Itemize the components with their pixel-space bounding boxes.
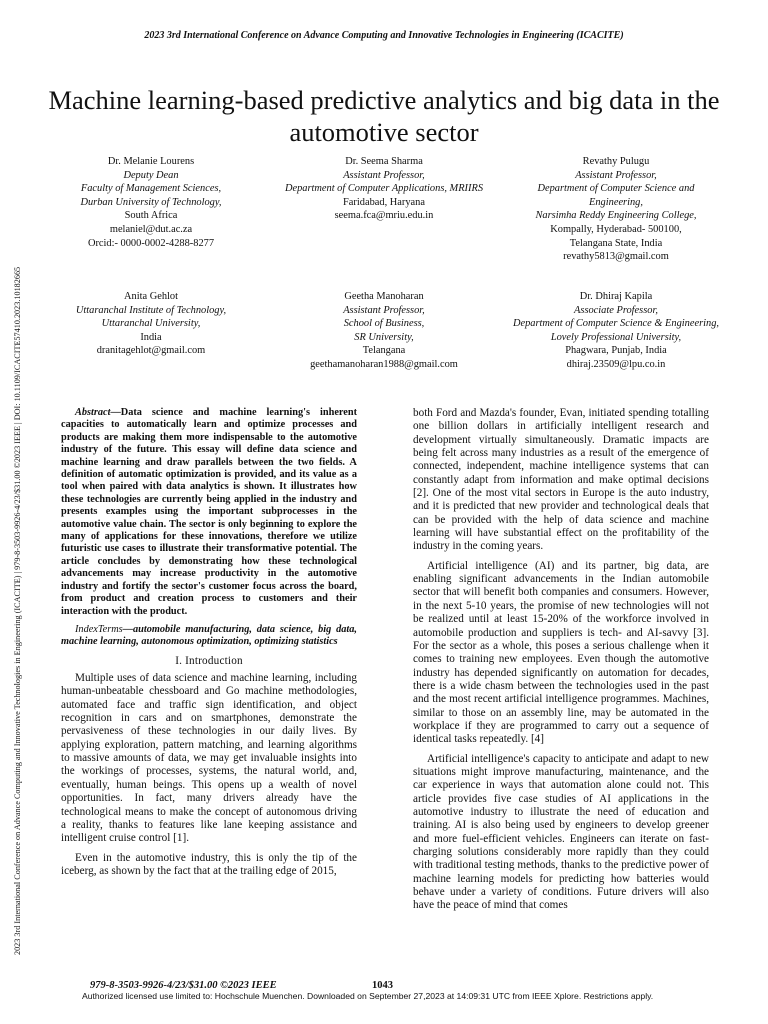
author-location: Telangana (362, 345, 406, 357)
author-dept: Faculty of Management Sciences, (80, 183, 222, 195)
conference-header: 2023 3rd International Conference on Advance Computing and Innovative Technologies in Engineering (ICACITE) (144, 30, 624, 41)
paragraph: Even in the automotive industry, this is only the tip of the iceberg, as shown by the fact that at the trailing edge of 2015, (61, 851, 357, 877)
author-email[interactable]: geethamanoharan1988@gmail.com (310, 358, 458, 370)
paragraph: Artificial intelligence's capacity to anticipate and adapt to new situations might improve manufacturing, maintenance, and the car experience in ways that automation alone could not. This article provides five case studies of AI applications in the automotive industry to illustrate the need of education and training. AI is also being used by engineers to develop greener and more fuel-efficient vehicles. Engineers can iterate on fast-charging solutions considerably more rapidly than they could with traditional testing methods, thanks to the predictive power of machine learning models for predicting how batteries would behave under a variety of conditions. Future drivers will also have the peace of mind that comes (413, 752, 709, 912)
author-block (279, 155, 489, 223)
author-dept: Uttaranchal Institute of Technology, (75, 304, 227, 316)
abstract-text: —Data science and machine learning's inherent capacities to automatically learn and optimize processes and products are making them more indispensable to the automotive industry of the future. This essay will define data science and machine learning and draw parallels between the two fields. A definition of automatic optimization is provided, and its value as a tool when paired with data analytics is shown. It illustrates how these technologies are currently being applied in the industry and presents examples using the important subprocesses in the automotive value chain. The sector is only beginning to explore the many of applications for these innovations, therefore we utilize futuristic use cases to illustrate their transformative potential. The article concludes by demonstrating how these technological advancements may increase productivity in the automotive industry and fortify the sector's customer focus across the board, from product and creation process to customers and their interaction with the product. (61, 407, 357, 617)
author-name: Dr. Seema Sharma (345, 156, 423, 167)
author-name: Revathy Pulugu (582, 156, 650, 167)
right-column (413, 407, 709, 919)
author-location: South Africa (124, 210, 178, 222)
doi-side-strip: 2023 3rd International Conference on Advance Computing and Innovative Technologies in Engineering (ICACITE) | 979-8-3503-9926-4/23/$31.00 ©2023 IEEE | DOI: 10.1109/ICACITE57410.2023.10182665 (13, 266, 22, 955)
author-location: Phagwara, Punjab, India (565, 345, 667, 357)
author-org: Lovely Professional University, (550, 331, 682, 343)
author-org: Durban University of Technology, (80, 196, 222, 208)
author-dept: Department of Computer Applications, MRIIRS (284, 183, 484, 195)
author-email[interactable]: dhiraj.23509@lpu.co.in (566, 358, 666, 370)
author-role: Assistant Professor, (343, 169, 425, 181)
author-org: SR University, (354, 331, 414, 343)
index-terms-text: —automobile manufacturing, data science, big data, machine learning, autonomous optimization, optimizing statistics (61, 623, 357, 648)
paragraph: Artificial intelligence (AI) and its partner, big data, are enabling significant advancements in the Indian automobile sector that will benefit both companies and consumers. However, in the next 5-10 years, the promise of new technologies will not be realized until at least 15-20% of the workforce involved in automobile production and suppliers is tech- and AI-savvy [3]. For the sector as a whole, this poses a serious challenge when it comes to training new employees. Even though the automotive industry has depended significantly on automation for decades, there is a wide chasm between the technologies used in the past and the most recent artificial intelligence programmes. Machines, similar to those on an assembly line, may be automated in the workplace if they are programmed to carry out a sequence of identical tasks repeatedly. [4] (413, 559, 709, 746)
author-name: Dr. Melanie Lourens (107, 156, 195, 167)
footer-isbn: 979-8-3503-9926-4/23/$31.00 ©2023 IEEE (90, 980, 277, 991)
author-dept: Department of Computer Science and Engineering, (537, 183, 695, 208)
author-dept: Department of Computer Science & Engineering, (512, 318, 720, 330)
author-block (46, 290, 256, 358)
author-location: India (140, 331, 162, 343)
index-terms-lead: IndexTerms (75, 623, 123, 635)
author-orcid: Orcid:- 0000-0002-4288-8277 (87, 237, 215, 249)
left-column (61, 407, 357, 884)
abstract-lead: Abstract (75, 407, 111, 418)
author-name: Geetha Manoharan (344, 291, 424, 302)
author-name: Anita Gehlot (124, 291, 178, 302)
author-email[interactable]: seema.fca@mriu.edu.in (334, 210, 434, 222)
author-name: Dr. Dhiraj Kapila (579, 291, 653, 302)
index-terms (61, 624, 357, 649)
author-block (511, 290, 721, 372)
paragraph: Multiple uses of data science and machine learning, including human-unbeatable chessboard and Go machine methodologies, automated face and traffic sign identification, and object recognition in cars and on smartphones, demonstrate the pervasiveness of these technologies in our daily lives. By applying exploration, pattern matching, and learning algorithms to massive amounts of data, we may get invaluable insights into the workings of processes, systems, the natural world, and, eventually, human beings. This opens up a wealth of novel opportunities. In fact, many drivers already have the technological means to make the concept of autonomous driving a reality, thanks to features like lane keeping assistance and intelligent cruise control [1]. (61, 672, 357, 845)
author-location: Faridabad, Haryana (343, 196, 425, 208)
abstract (61, 407, 357, 618)
author-role: Deputy Dean (123, 169, 179, 181)
license-notice: Authorized licensed use limited to: Hochschule Muenchen. Downloaded on September 27,2023 at 14:09:31 UTC from IEEE Xplore. Restrictions apply. (82, 991, 654, 1001)
author-location: Kompally, Hyderabad- 500100, (550, 223, 682, 235)
author-dept: School of Business, (343, 318, 425, 330)
author-email[interactable]: revathy5813@gmail.com (563, 251, 669, 263)
page-number: 1043 (372, 980, 393, 991)
author-email[interactable]: melaniel@dut.ac.za (109, 223, 193, 235)
author-block (511, 155, 721, 264)
author-role: Assistant Professor, (575, 169, 657, 181)
paragraph: both Ford and Mazda's founder, Evan, initiated spending totalling one billion dollars in artificially intelligent research and development virtually simultaneously. Dramatic impacts are being felt across many industries as a result of the emergence of connected, independent, machine intelligence systems that can constantly adapt from information and make optimal decisions [2]. One of the most vital sectors in Europe is the auto industry, and it is predicted that new provider and technological deals that can be provided with the help of data science and machine learning will have substantial effect on the profitability of the industry in the coming years. (413, 407, 709, 553)
author-block (46, 155, 256, 250)
author-email[interactable]: dranitagehlot@gmail.com (96, 345, 206, 357)
author-block (279, 290, 489, 372)
section-heading: I. Introduction (175, 654, 243, 667)
author-role: Associate Professor, (574, 304, 658, 316)
paper-title: Machine learning-based predictive analytics and big data in the automotive sector (48, 84, 720, 147)
author-org: Uttaranchal University, (101, 318, 201, 330)
author-role: Assistant Professor, (343, 304, 425, 316)
author-location-2: Telangana State, India (569, 237, 663, 249)
author-org: Narsimha Reddy Engineering College, (535, 210, 697, 222)
